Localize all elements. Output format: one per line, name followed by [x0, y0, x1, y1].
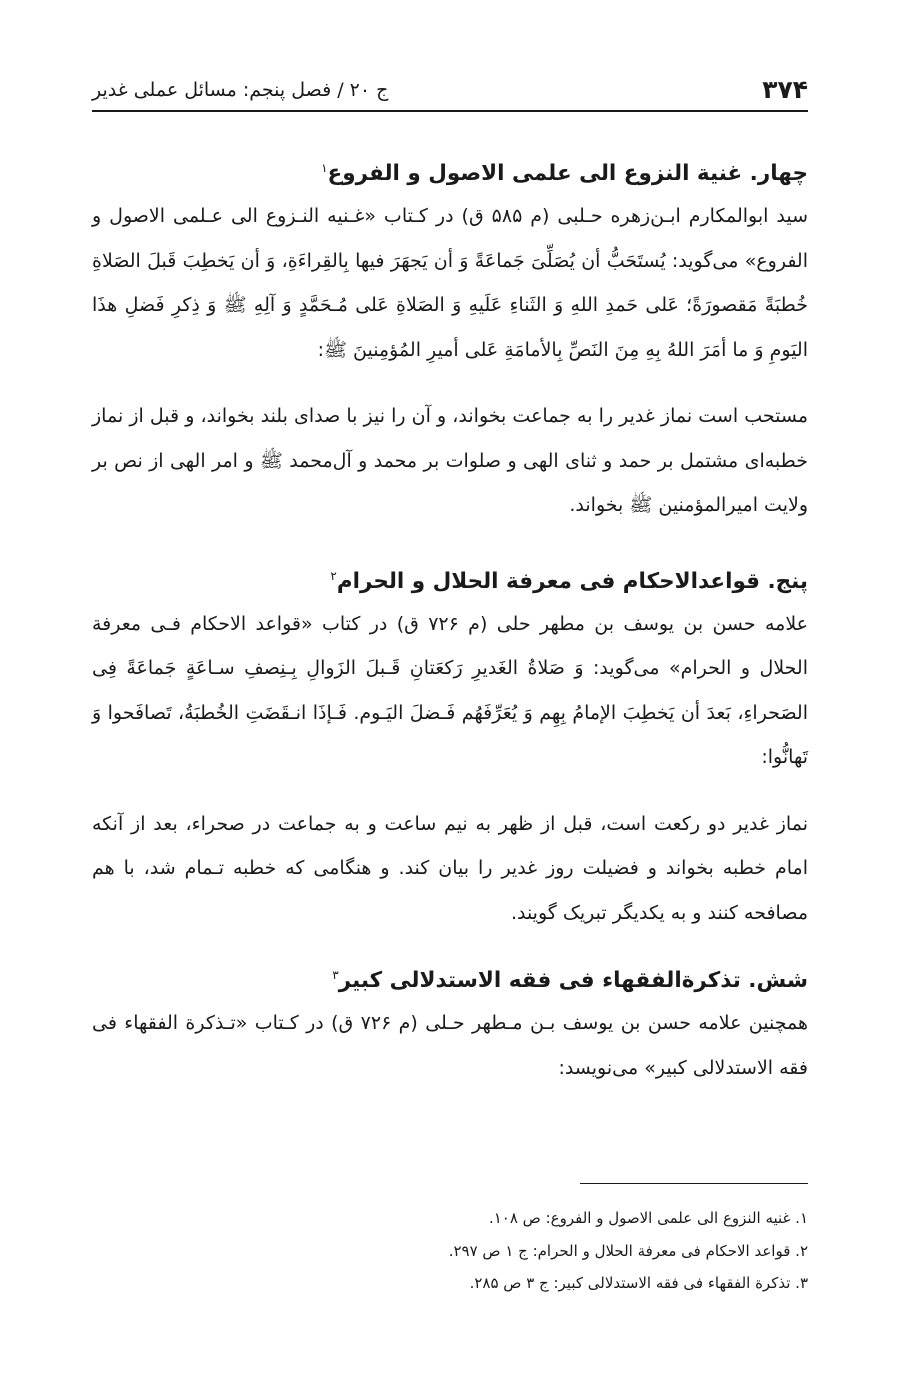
page-number: ۳۷۴ — [762, 75, 808, 104]
footnote-marker: ۲ — [330, 568, 337, 583]
footnote-item: ۱. غنیه النزوع الی علمی الاصول و الفروع: ص ۱۰۸. — [488, 1209, 808, 1227]
section-title: چهار. غنیة النزوع الی علمی الاصول و الفروع — [327, 161, 808, 187]
footnote-divider — [580, 1183, 808, 1184]
section-title: شش. تذکرة‌الفقهاء فی فقه الاستدلالی کبیر — [338, 968, 808, 994]
citation-paragraph: سید ابوالمکارم ابـن‌زهره حـلبی (م ۵۸۵ ق) در کـتاب «غـنیه النـزوع الی عـلمی الاصول و الفروع» می‌گوید: یُستَحَبُّ أن یُصَلِّیَ جَماعَةً وَ أن یَجهَرَ فیها بِالقِراءَةِ، وَ أن یَخطِبَ قَبلَ الصَلاةِ خُطبَةً مَقصورَةً؛ عَلی حَمدِ اللهِ وَ الثَناءِ عَلَیهِ وَ الصَلاةِ عَلی مُـحَمَّدٍ وَ آلِهِ ﷺ وَ ذِکرِ فَضلِ هذَا الیَومِ وَ ما أمَرَ اللهُ بِهِ مِنَ النَصِّ بِالأمامَةِ عَلی أمیرِ المُؤمِنینَ ﷺ: — [92, 205, 808, 361]
footnote-item: ۲. قواعد الاحکام فی معرفة الحلال و الحرام: ج ۱ ص ۲۹۷. — [448, 1241, 808, 1260]
page-header — [92, 62, 808, 112]
section-heading-six — [92, 949, 808, 1001]
section-title: پنج. قواعدالاحکام فی معرفة الحلال و الحرام — [336, 568, 808, 594]
section-heading-four — [92, 142, 808, 194]
explanation-paragraph: مستحب است نماز غدیر را به جماعت بخواند، و آن را نیز با صدای بلند بخواند، و قبل از نماز خطبه‌ای مشتمل بر حمد و ثنای الهی و صلوات بر محمد و آل‌محمد ﷺ و امر الهی از نص بر ولایت امیرالمؤمنین ﷺ بخواند. — [92, 405, 808, 516]
explanation-paragraph: نماز غدیر دو رکعت است، قبل از ظهر به نیم ساعت و به جماعت در صحراء، بعد از آنکه امام خطبه بخواند و فضیلت روز غدیر را بیان کند. و هنگامی که خطبه تـمام شد، با هم مصافحه کنند و به یکدیگر تبریک گویند. — [92, 812, 808, 924]
running-title: ج ۲۰ / فصل پنجم: مسائل عملی غدیر — [92, 79, 389, 101]
footnote-item: ۳. تذکرة الفقهاء فی فقه الاستدلالی کبیر: ج ۳ ص ۲۸۵. — [469, 1274, 808, 1292]
citation-paragraph: همچنین علامه حسن بن یوسف بـن مـطهر حـلی (م ۷۲۶ ق) در کـتاب «تـذکرة الفقهاء فی فقه الاستدلالی کبیر» می‌نویسد: — [92, 1012, 808, 1079]
footnote-marker: ۳ — [332, 968, 339, 982]
section-heading-five — [92, 550, 808, 602]
footnotes — [92, 1202, 808, 1300]
citation-paragraph: علامه حسن بن یوسف بن مطهر حلی (م ۷۲۶ ق) در کتاب «قواعد الاحکام فـی معرفة الحلال و الحرام» می‌گوید: وَ صَلاةُ الغَدیرِ رَکعَتانِ قَـبلَ الزَوالِ بِـنِصفِ سـاعَةٍ جَماعَةً فِی الصَحراءِ، بَعدَ أن یَخطِبَ الإمامُ بِهِم وَ یُعَرِّفَهُم فَـضلَ الیَـوم. فَـإذَا انـقَضَتِ الخُطبَةُ، تَصافَحوا وَ تَهانُّوا: — [92, 612, 808, 768]
footnote-marker: ۱ — [321, 161, 328, 175]
